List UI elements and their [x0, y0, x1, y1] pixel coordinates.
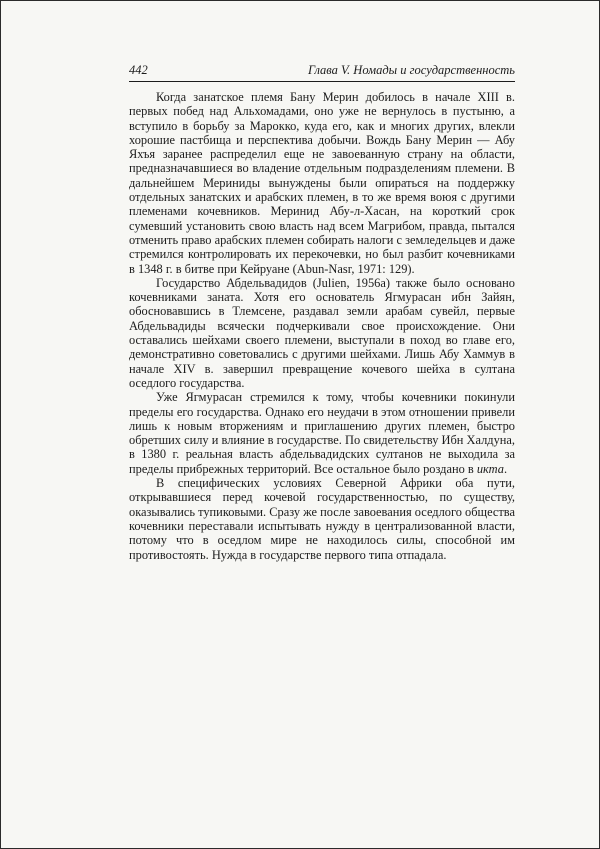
- italic-term-ikta: икта: [476, 461, 504, 476]
- page-number: 442: [129, 63, 148, 77]
- paragraph-1: [129, 90, 515, 276]
- paragraph-1-text: Когда занатское племя Бану Мерин добилось в начале XIII в. первых побед над Альхомадами, оно уже не вернулось в пустыню, а вступило в борьбу за Марокко, куда его, как и многих других, влекли хорошие пастбища и перспектива добычи. Вождь Бану Мерин — Абу Яхъя заранее распределил еще не завоеванную страну на области, предназначавшиеся во владение отдельным подразделениям племени. В дальнейшем Мериниды вынуждены были опираться на поддержку отдельных занатских и арабских племен, в то же время воюя с другими племенами кочевников. Меринид Абу-л-Хасан, на короткий срок сумевший установить свою власть над всем Магрибом, правда, пытался отменить право арабских племен собирать налоги с земледельцев и даже стремился контролировать их перекочевки, но был разбит кочевниками в 1348 г. в битве при Кейруане (Abun-Nasr, 1971: 129).: [129, 90, 516, 276]
- paragraph-3: [129, 390, 515, 476]
- page-content: [129, 63, 515, 562]
- paragraph-4-text: В специфических условиях Северной Африки оба пути, открывавшиеся перед кочевой государственностью, по существу, оказывались тупиковыми. Сразу же после завоевания оседлого общества кочевники переставали испытывать нужду в централизованной власти, потому что в оседлом мире не находилось силы, способной им противостоять. Нужда в государстве первого типа отпадала.: [129, 476, 515, 562]
- paragraph-3-text-end: .: [503, 461, 508, 476]
- paragraph-2-text: Государство Абдельвадидов (Julien, 1956а) также было основано кочевниками заната. Хотя его основатель Ягмурасан ибн Зайян, обосновавшись в Тлемсене, раздавал земли арабам сувейл, первые Абдельвадиды всячески подчеркивали свое происхождение. Они оставались шейхами своего племени, выступали в поход во главе его, демонстративно советовались с другими шейхами. Лишь Абу Хаммув в начале XIV в. завершил превращение кочевого шейха в султана оседлого государства.: [129, 275, 515, 390]
- paragraph-4: [129, 476, 515, 562]
- paragraph-3-text: Уже Ягмурасан стремился к тому, чтобы кочевники покинули пределы его государства. Однако его неудачи в этом отношении привели лишь к новым вторжениям и приглашению других племен, быстро обретших силу и влияние в государстве. По свидетельству Ибн Халдуна, в 1380 г. реальная власть абдельвадидских султанов не выходила за пределы прибрежных территорий. Все остальное было роздано в: [129, 390, 515, 476]
- body-text: [129, 90, 515, 562]
- paragraph-2: [129, 276, 515, 390]
- running-head: [129, 63, 515, 82]
- running-title: Глава V. Номады и государственность: [308, 63, 515, 77]
